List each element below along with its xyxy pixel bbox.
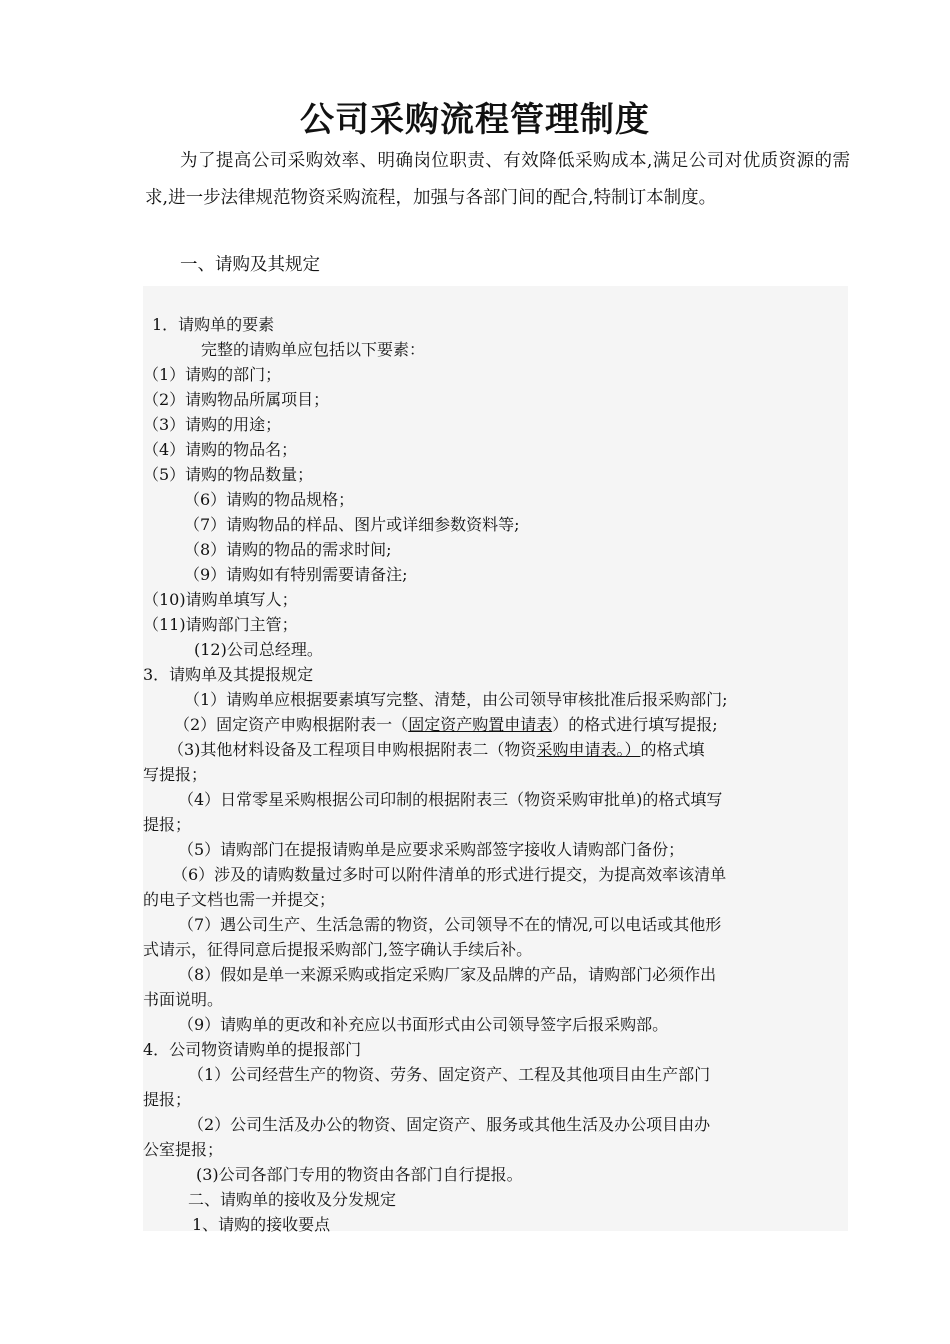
section-heading-receipt: 二、请购单的接收及分发规定 xyxy=(188,1190,397,1209)
rule-text: ）的格式进行填写提报; xyxy=(552,715,718,734)
rule-line: 提报； xyxy=(143,815,192,834)
rule-text: 的格式填 xyxy=(640,740,705,759)
list-item: （7）请购物品的样品、图片或详细参数资料等; xyxy=(184,515,520,534)
intro-paragraph: 为了提高公司采购效率、明确岗位职责、有效降低采购成本,满足公司对优质资源的需求,进一步法律规范物资采购流程，加强与各部门间的配合,特制订本制度。 xyxy=(145,151,850,208)
rule-line: （9）请购单的更改和补充应以书面形式由公司领导签字后报采购部。 xyxy=(178,1015,669,1034)
list-item: （2）请购物品所属项目； xyxy=(143,390,330,409)
rule-line: （5）请购部门在提报请购单是应要求采购部签字接收人请购部门备份； xyxy=(178,840,685,859)
item-heading-receipt-points: 1、请购的接收要点 xyxy=(192,1215,331,1234)
list-item: （11)请购部门主管； xyxy=(143,615,298,634)
list-item: （1）请购的部门； xyxy=(143,365,282,384)
section-heading-requisition: 一、请购及其规定 xyxy=(180,255,320,275)
rule-line: （1）请购单应根据要素填写完整、清楚，由公司领导审核批准后报采购部门; xyxy=(184,690,728,709)
rule-line: 公室提报； xyxy=(143,1140,224,1159)
rule-line: （8）假如是单一来源采购或指定采购厂家及品牌的产品，请购部门必须作出 xyxy=(178,965,717,984)
rule-text: （3)其他材料设备及工程项目申购根据附表二（物资 xyxy=(168,740,537,759)
rule-line: （1）公司经营生产的物资、劳务、固定资产、工程及其他项目由生产部门 xyxy=(188,1065,711,1084)
rule-line: （2）公司生活及办公的物资、固定资产、服务或其他生活及办公项目由办 xyxy=(188,1115,711,1134)
document-title: 公司采购流程管理制度 xyxy=(300,100,650,140)
rule-text: （2）固定资产申购根据附表一（ xyxy=(174,715,409,734)
list-item: （8）请购的物品的需求时间; xyxy=(184,540,392,559)
rule-line: （6）涉及的请购数量过多时可以附件清单的形式进行提交，为提高效率该清单 xyxy=(172,865,727,884)
rule-line-other-materials xyxy=(168,737,704,762)
rule-line: 式请示，征得同意后提报采购部门,签字确认手续后补。 xyxy=(143,940,533,959)
list-intro: 完整的请购单应包括以下要素： xyxy=(201,340,426,359)
item-heading-submission-rules: 3．请购单及其提报规定 xyxy=(143,665,314,684)
list-item: （5）请购的物品数量； xyxy=(143,465,314,484)
purchase-form-link: 采购申请表。） xyxy=(536,740,641,759)
rule-line: 书面说明。 xyxy=(143,990,224,1009)
item-heading-submitting-departments: 4．公司物资请购单的提报部门 xyxy=(143,1040,362,1059)
list-item: （10)请购单填写人； xyxy=(143,590,298,609)
rule-line: （7）遇公司生产、生活急需的物资，公司领导不在的情况,可以电话或其他形 xyxy=(178,915,722,934)
rule-line: （4）日常零星采购根据公司印制的根据附表三（物资采购审批单)的格式填写 xyxy=(178,790,723,809)
list-item: (12)公司总经理。 xyxy=(194,640,323,659)
item-heading-elements: 1．请购单的要素 xyxy=(152,315,275,334)
fixed-asset-form-link: 固定资产购置申请表 xyxy=(408,715,553,734)
list-item: （9）请购如有特别需要请备注; xyxy=(184,565,408,584)
rule-line-fixed-assets xyxy=(174,712,718,737)
list-item: （6）请购的物品规格； xyxy=(184,490,355,509)
rule-line: 的电子文档也需一并提交； xyxy=(143,890,336,909)
rule-line: (3)公司各部门专用的物资由各部门自行提报。 xyxy=(196,1165,523,1184)
list-item: （4）请购的物品名； xyxy=(143,440,298,459)
rule-line: 写提报； xyxy=(143,765,208,784)
list-item: （3）请购的用途； xyxy=(143,415,282,434)
rule-line: 提报； xyxy=(143,1090,192,1109)
